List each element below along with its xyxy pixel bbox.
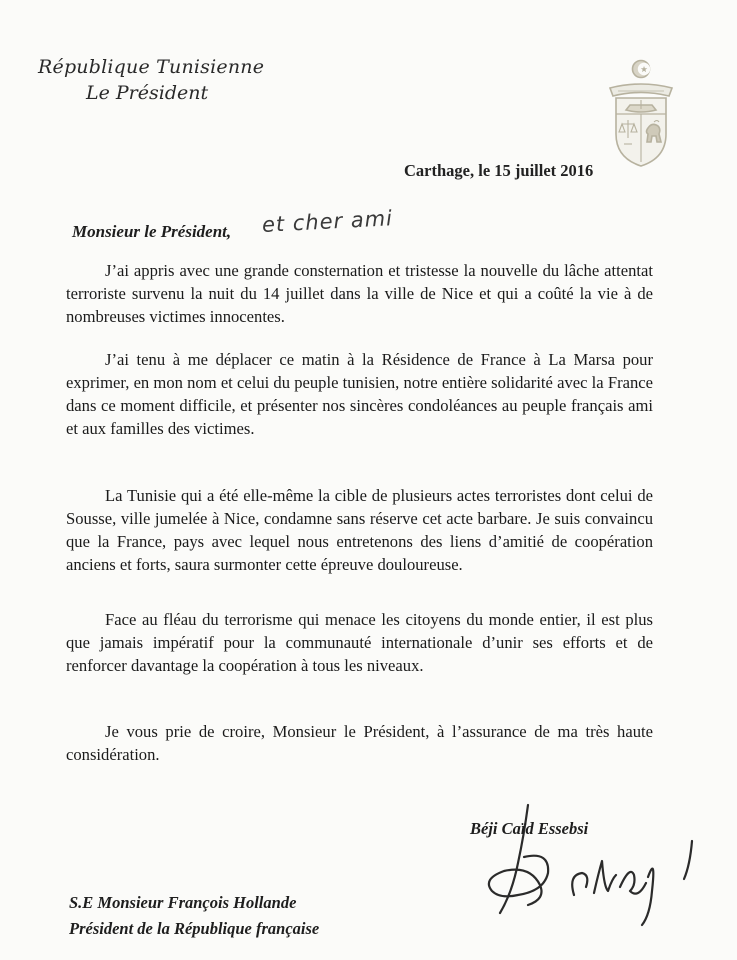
handwritten-salutation: et cher ami xyxy=(261,206,394,237)
body-paragraph-5 xyxy=(66,720,653,766)
tunisia-coat-of-arms-icon xyxy=(604,58,678,170)
paragraph-text: Je vous prie de croire, Monsieur le Président, à l’assurance de ma très haute considération. xyxy=(66,722,653,764)
paragraph-text: J’ai tenu à me déplacer ce matin à la Résidence de France à La Marsa pour exprimer, en mon nom et celui du peuple tunisien, notre entière solidarité avec la France dans ce moment difficile, et présenter nos sincères condoléances au peuple français ami et aux familles des victimes. xyxy=(66,350,653,438)
handwritten-signature-icon xyxy=(470,795,720,930)
paragraph-text: La Tunisie qui a été elle-même la cible de plusieurs actes terroristes dont celui de Sousse, ville jumelée à Nice, condamne sans réserve cet acte barbare. Je suis convaincu que la France, pays avec lequel nous entretenons des liens d’amitié de coopération anciens et forts, saura surmonter cette épreuve douloureuse. xyxy=(66,486,653,574)
paragraph-text: Face au fléau du terrorisme qui menace les citoyens du monde entier, il est plus que jamais impératif pour la communauté internationale d’unir ses efforts et de renforcer davantage la coopération à tous les niveaux. xyxy=(66,610,653,675)
salutation: Monsieur le Président, xyxy=(72,222,232,241)
body-paragraph-1 xyxy=(66,259,653,328)
letter-date: Carthage, le 15 juillet 2016 xyxy=(404,161,594,180)
body-paragraph-3 xyxy=(66,484,653,576)
body-paragraph-2 xyxy=(66,348,653,440)
signatory-name: Béji Caïd Essebsi xyxy=(470,819,589,838)
letterhead xyxy=(38,56,298,104)
recipient-block xyxy=(69,890,319,942)
letterhead-country: République Tunisienne xyxy=(38,56,265,78)
paragraph-text: J’ai appris avec une grande consternation et tristesse la nouvelle du lâche attentat terroriste survenu la nuit du 14 juillet dans la ville de Nice et qui a coûté la vie à de nombreuses victimes innocentes. xyxy=(66,261,653,326)
letterhead-title: Le Président xyxy=(86,82,209,104)
recipient-name: S.E Monsieur François Hollande xyxy=(69,893,297,912)
body-paragraph-4 xyxy=(66,608,653,677)
recipient-title: Président de la République française xyxy=(69,919,320,938)
